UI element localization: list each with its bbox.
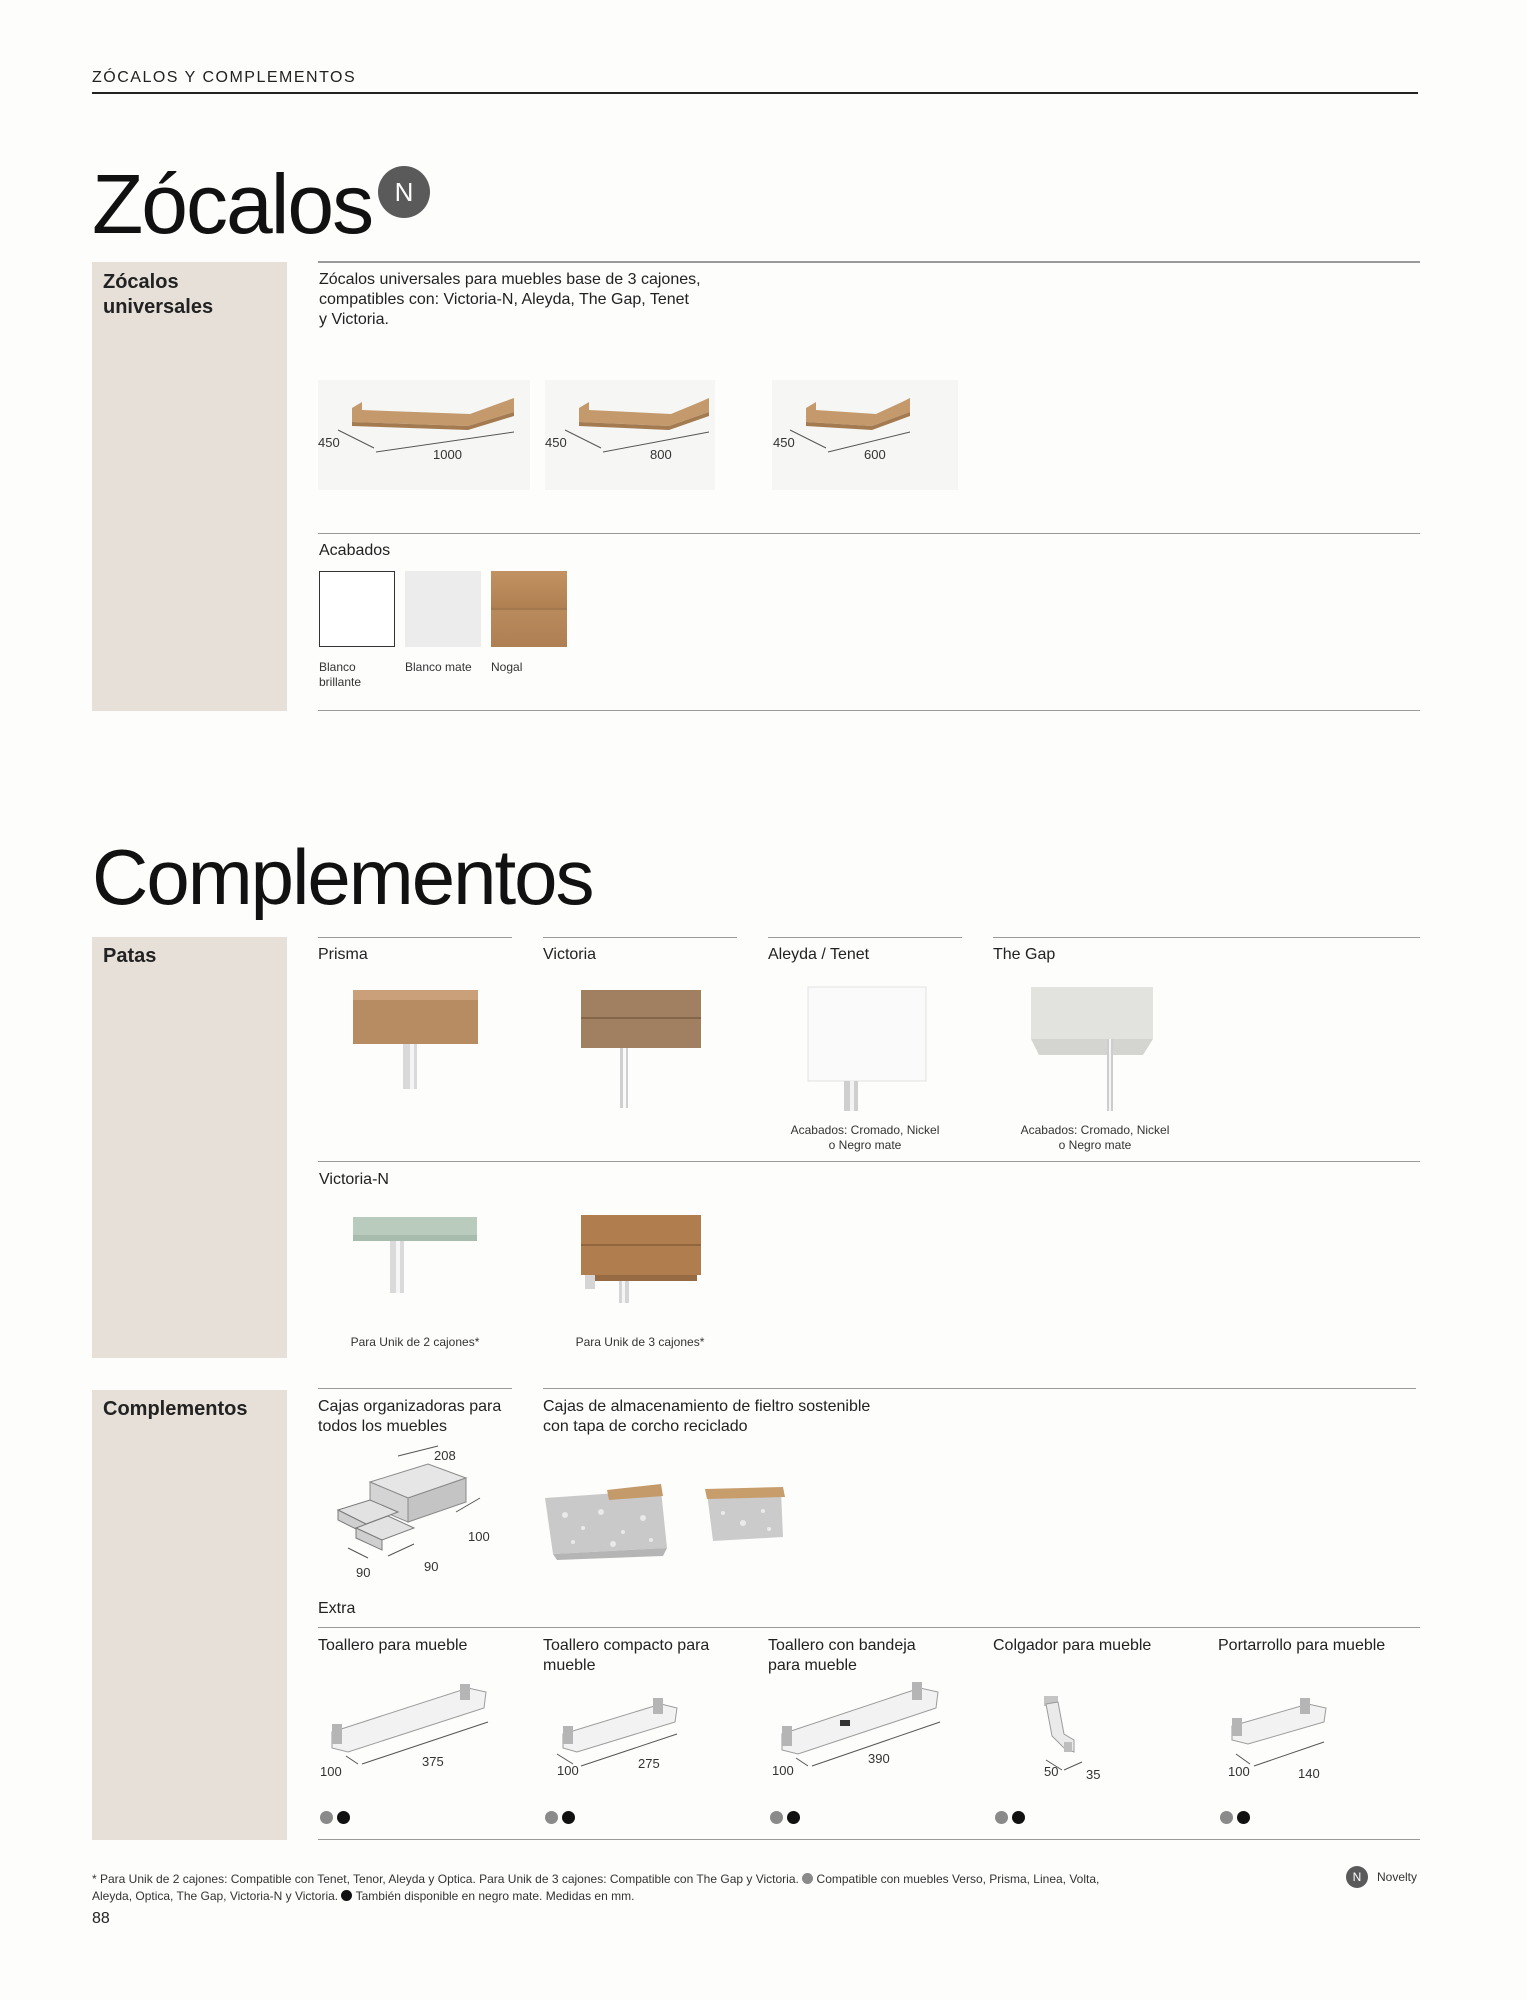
description-line: y Victoria.	[319, 311, 389, 328]
extra-name	[543, 1636, 709, 1676]
leg-victoria-image	[543, 975, 737, 1125]
footnote-grey-text: Compatible con muebles Verso, Prisma, Linea, Volta,	[816, 1872, 1100, 1886]
extra-name: Colgador para mueble	[993, 1637, 1152, 1654]
organizer-box-image	[318, 1450, 512, 1580]
leg-prisma-image	[318, 975, 512, 1110]
plinth-width: 1000	[433, 447, 462, 462]
organizer-title-line: todos los muebles	[318, 1418, 447, 1435]
complementos-title: Complementos	[92, 833, 593, 921]
complementos-side-panel	[92, 1390, 287, 1840]
leg-name: The Gap	[993, 946, 1056, 963]
extra-name-line: Toallero con bandeja	[768, 1637, 916, 1654]
felt-box-large-image	[543, 1470, 673, 1570]
finish-label	[319, 660, 361, 690]
caption-line: o Negro mate	[1058, 1138, 1132, 1152]
organizer-dim: 90	[424, 1559, 439, 1574]
leg-name: Aleyda / Tenet	[768, 946, 870, 963]
extra-name-line: mueble	[543, 1657, 596, 1674]
leg-row2-rule	[318, 1161, 1420, 1162]
leg-caption	[998, 1123, 1192, 1153]
swatch-blanco-mate	[405, 571, 481, 647]
zocalos-title: Zócalos	[92, 157, 373, 251]
acabados-title: Acabados	[319, 542, 391, 559]
header-rule	[92, 92, 1418, 94]
leg-caption	[768, 1123, 962, 1153]
leg-rule	[768, 937, 962, 938]
zocalos-side-label	[103, 270, 213, 320]
extra-dim: 375	[422, 1754, 444, 1769]
zocalos-end-rule	[318, 710, 1420, 711]
patas-side-panel	[92, 937, 287, 1358]
plinth-depth: 450	[773, 435, 795, 450]
extra-dim: 35	[1086, 1767, 1101, 1782]
organizer-title-line: Cajas organizadoras para	[318, 1398, 502, 1415]
organizer-dim: 100	[468, 1529, 490, 1544]
extra-dim: 100	[320, 1764, 342, 1779]
color-dot-grey	[995, 1811, 1008, 1824]
color-dot-grey	[545, 1811, 558, 1824]
novelty-legend-label: Novelty	[1377, 1870, 1418, 1884]
side-label-line2: universales	[103, 296, 214, 318]
footnote-line2	[92, 1888, 1212, 1905]
leg-name: Victoria	[543, 946, 597, 963]
felt-box-small-image	[703, 1487, 793, 1557]
extra-dim: 275	[638, 1756, 660, 1771]
extra-name	[318, 1636, 467, 1656]
footnote-text: * Para Unik de 2 cajones: Compatible con Tenet, Tenor, Aleyda y Optica. Para Unik de 3 cajones: Compatible con The Gap y Victoria.	[92, 1872, 799, 1886]
leg-name: Prisma	[318, 946, 368, 963]
plinth-drawing	[318, 380, 530, 490]
finish-label: Blanco mate	[405, 660, 472, 674]
footnote-line1	[92, 1871, 1212, 1888]
extra-dim: 50	[1044, 1764, 1059, 1779]
footnote	[92, 1871, 1212, 1905]
finish-label-line: Blanco	[319, 660, 356, 674]
leg-rule	[543, 937, 737, 938]
leg-victoria-n-2-image	[318, 1205, 512, 1315]
acabados-rule	[318, 533, 1420, 534]
plinth-drawing	[545, 380, 715, 490]
color-dot-black	[1012, 1811, 1025, 1824]
section-header: ZÓCALOS Y COMPLEMENTOS	[92, 69, 357, 86]
extra-title: Extra	[318, 1600, 356, 1617]
complementos-end-rule	[318, 1839, 1420, 1840]
caption-line: Acabados: Cromado, Nickel	[1020, 1123, 1170, 1137]
color-dot-grey	[770, 1811, 783, 1824]
extra-dim: 100	[772, 1763, 794, 1778]
plinth-depth: 450	[545, 435, 567, 450]
organizer-dim: 90	[356, 1565, 371, 1580]
plinth-width: 600	[864, 447, 886, 462]
plinth-width: 800	[650, 447, 672, 462]
extra-dim: 100	[1228, 1764, 1250, 1779]
zocalos-side-panel	[92, 262, 287, 711]
footnote-black-text: También disponible en negro mate. Medidas en mm.	[355, 1889, 635, 1903]
leg-aleyda-tenet-image	[768, 975, 962, 1110]
description-line: Zócalos universales para muebles base de 3 cajones,	[319, 271, 701, 288]
felt-title	[543, 1397, 870, 1437]
grey-dot-legend-icon	[802, 1873, 813, 1884]
extra-name-line: Toallero compacto para	[543, 1637, 710, 1654]
leg-rule	[993, 937, 1420, 938]
page-number: 88	[92, 1910, 110, 1927]
extra-name	[768, 1636, 916, 1676]
color-dot-grey	[320, 1811, 333, 1824]
felt-title-line: con tapa de corcho reciclado	[543, 1418, 748, 1435]
caption-line: Acabados: Cromado, Nickel	[790, 1123, 940, 1137]
color-dot-grey	[1220, 1811, 1233, 1824]
side-label-line1: Zócalos	[103, 271, 179, 293]
finish-label: Nogal	[491, 660, 523, 674]
organizer-dim: 208	[434, 1448, 456, 1463]
organizer-rule	[318, 1388, 512, 1389]
extra-name-line: para mueble	[768, 1657, 857, 1674]
organizer-title	[318, 1397, 501, 1437]
leg-the-gap-image	[993, 975, 1187, 1110]
felt-rule	[543, 1388, 1416, 1389]
felt-title-line: Cajas de almacenamiento de fieltro sostenible	[543, 1398, 871, 1415]
complementos-side-label: Complementos	[103, 1398, 248, 1420]
zocalos-description	[319, 270, 701, 330]
color-dot-black	[1237, 1811, 1250, 1824]
plinth-drawing	[772, 380, 958, 490]
swatch-blanco-brillante	[319, 571, 395, 647]
black-dot-legend-icon	[341, 1890, 352, 1901]
novelty-legend-badge: N	[1346, 1866, 1368, 1888]
novelty-badge: N	[378, 166, 430, 218]
caption-line: o Negro mate	[828, 1138, 902, 1152]
leg-rule	[318, 937, 512, 938]
patas-side-label: Patas	[103, 945, 157, 967]
extra-name-line: Toallero para mueble	[318, 1637, 468, 1654]
leg-victoria-n-3-image	[543, 1205, 737, 1315]
towel-rail-tray-image	[768, 1680, 962, 1780]
description-line: compatibles con: Victoria-N, Aleyda, The Gap, Tenet	[319, 291, 689, 308]
leg-row2-title: Victoria-N	[319, 1171, 389, 1188]
extra-dim: 390	[868, 1751, 890, 1766]
finish-label-line: brillante	[319, 675, 362, 689]
color-dot-black	[562, 1811, 575, 1824]
extra-dim: 140	[1298, 1766, 1320, 1781]
extra-rule	[318, 1627, 1420, 1628]
color-dot-black	[787, 1811, 800, 1824]
leg-caption: Para Unik de 3 cajones*	[575, 1335, 705, 1349]
towel-rail-image	[318, 1680, 512, 1780]
extra-name: Portarrollo para mueble	[1218, 1637, 1386, 1654]
zocalos-rule	[318, 261, 1420, 263]
color-dot-black	[337, 1811, 350, 1824]
extra-dim: 100	[557, 1763, 579, 1778]
plinth-depth: 450	[318, 435, 340, 450]
footnote-text: Aleyda, Optica, The Gap, Victoria-N y Victoria.	[92, 1889, 339, 1903]
swatch-nogal	[491, 571, 567, 647]
leg-caption: Para Unik de 2 cajones*	[350, 1335, 480, 1349]
